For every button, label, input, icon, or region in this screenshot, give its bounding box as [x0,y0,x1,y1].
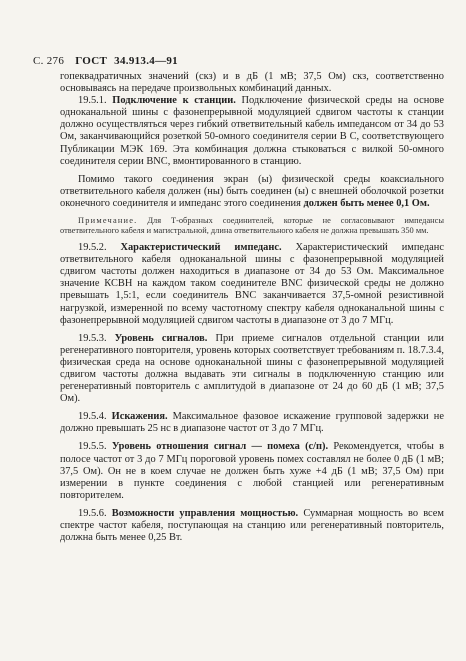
paragraph-text: Помимо такого соединения экран (ы) физической среды коаксиального ответвительного кабеля должен (ны) быть соединен (ы) с внешней оболочкой розетки оконечного соединителя и импеданс этого соединения [60,173,444,209]
page-header [33,55,178,67]
section-number: 19.5.4. [78,411,107,423]
standard-number: 34.913.4—91 [114,55,178,67]
note-paragraph [60,216,444,236]
intro-paragraph: гопеквадратичных значений (скз) и в дБ (1 мВ; 37,5 Ом) скз, соответственно основываясь на передаче произвольных комбинаций данных. [60,71,444,95]
section-text: Рекомендуется, чтобы в полосе частот от 3 до 7 МГц пороговой уровень помех составлял не более 0 дБ (1 мВ; 37,5 Ом). Он не в коем случае не должен быть хуже +4 дБ (1 мВ; 37,5 Ом) при измерении в пункте соединения с любой станцией или регенеративным повторителем. [60,441,444,501]
section-title: Возможности управления мощностью. [111,507,299,519]
section-number: 19.5.2. [78,242,107,254]
section-19-5-6 [60,508,444,544]
section-19-5-1 [60,95,444,168]
section-19-5-1-paragraph-2 [60,174,444,210]
section-text: Суммарная мощность во всем спектре частот кабеля, поступающая на станцию или регенеративный повторитель, должна быть менее 0,25 Вт. [60,507,444,544]
section-number: 19.5.1. [78,95,107,107]
section-title: Искажения. [111,411,168,423]
section-19-5-5 [60,441,444,501]
section-number: 19.5.6. [78,507,107,519]
paragraph-emphasis: должен быть менее 0,1 Ом. [303,197,430,209]
section-text: Характеристический импеданс ответвительного кабеля одноканальной шины с фазонепрерывной модуляцией сдвигом частоты должен находиться в диапазоне от 34 до 53 Ом. Максимальное значение КСВН на каждом таком соединителе BNC физической среды не должно превышать 1,5:1, если соединитель BNC заканчивается 37,5-омной резистивной нагрузкой, измеренной по всему частотному спектру кабеля одноканальной шины с фазонепрерывной модуляцией сдвигом частоты в диапазоне от 3 до 7 МГц. [60,242,444,326]
section-title: Уровень сигналов. [114,332,208,344]
note-text: Для Т-образных соединителей, которые не согласовывают импедансы ответвительного кабеля и магистральной, длина ответвительного кабеля не должна превышать 350 мм. [60,216,444,236]
section-19-5-2 [60,242,444,327]
section-19-5-3 [60,333,444,406]
section-19-5-4 [60,411,444,435]
section-text: При приеме сигналов отдельной станции или регенеративного повторителя, уровень которых соответствует требованиям п. 18.7.3.4, физическая среда на основе одноканальной шины с фазонепрерывной модуляцией сдвигом частоты должна выдавать эти сигналы в подключенную станцию или регенеративный повторитель с амплитудой в диапазоне от 24 до 60 дБ (1 мВ; 37,5 Ом). [60,332,444,405]
document-body [60,71,444,544]
page-number: С. 276 [33,55,65,67]
section-number: 19.5.5. [78,441,107,453]
section-title: Характеристический импеданс. [120,242,282,254]
section-title: Уровень отношения сигнал — помеха (с/п). [111,441,329,453]
section-text: Подключение физической среды на основе одноканальной шины с фазонепрерывной модуляцией сдвигом частоты к станции должно осуществляться через гибкий ответвительный кабель импедансом от 34 до 53 Ом, заканчивающийся розеткой 50-омного соединителя серии В С, соответствующего Публикации МЭК 169. Эта комбинация должна стыковаться с вилкой 50-омного соединителя серии BNC, вмонтированного в станцию. [60,95,444,167]
standard-label: ГОСТ [75,55,108,67]
section-text: Максимальное фазовое искажение групповой задержки не должно превышать 25 нс в диапазоне частот от 3 до 7 МГц. [60,411,444,435]
section-title: Подключение к станции. [112,95,236,107]
note-label: Примечание. [78,216,138,226]
section-number: 19.5.3. [78,332,107,344]
